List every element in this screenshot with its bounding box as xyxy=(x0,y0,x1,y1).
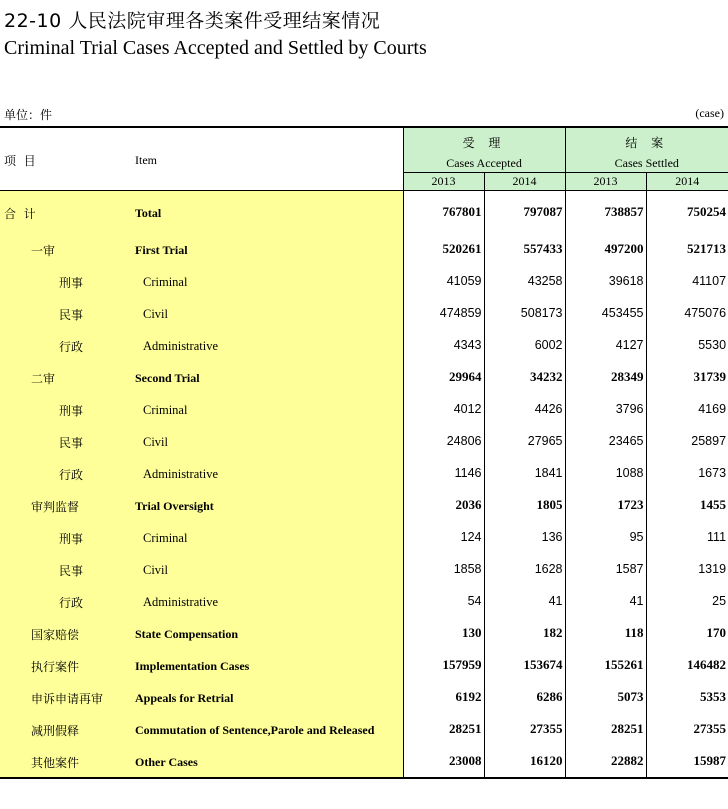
table-cell-value: 28349 xyxy=(565,361,646,393)
table-row xyxy=(0,393,728,425)
table-cell-value: 3796 xyxy=(565,393,646,425)
row-label-en: Civil xyxy=(143,563,169,577)
table-row xyxy=(0,233,728,265)
table-cell-value: 157959 xyxy=(403,649,484,681)
row-label-cn: 行政 xyxy=(59,596,84,610)
table-cell-value: 155261 xyxy=(565,649,646,681)
table-cell-value: 1805 xyxy=(484,489,565,521)
row-label-cn: 民事 xyxy=(59,308,84,322)
row-label-cn: 国家赔偿 xyxy=(31,628,80,642)
table-cell-value: 136 xyxy=(484,521,565,553)
header-year-settled-2013: 2013 xyxy=(565,173,646,191)
table-row xyxy=(0,745,728,778)
table-cell-value: 111 xyxy=(646,521,728,553)
row-label-en: Criminal xyxy=(143,403,188,417)
table-row xyxy=(0,553,728,585)
table-cell-value: 43258 xyxy=(484,265,565,297)
row-label-cell xyxy=(0,393,403,425)
row-label-en: Total xyxy=(135,206,162,220)
table-cell-value: 750254 xyxy=(646,191,728,234)
table-cell-value: 41107 xyxy=(646,265,728,297)
row-label-cn: 民事 xyxy=(59,436,84,450)
row-label-cn: 审判监督 xyxy=(31,500,80,514)
row-label-cell xyxy=(0,233,403,265)
row-label-cell xyxy=(0,617,403,649)
table-cell-value: 23008 xyxy=(403,745,484,778)
table-cell-value: 4169 xyxy=(646,393,728,425)
row-label-en: State Compensation xyxy=(135,627,239,641)
table-cell-value: 497200 xyxy=(565,233,646,265)
row-label-en: Civil xyxy=(143,435,169,449)
table-cell-value: 25 xyxy=(646,585,728,617)
table-cell-value: 170 xyxy=(646,617,728,649)
table-cell-value: 6192 xyxy=(403,681,484,713)
row-label-cn: 刑事 xyxy=(59,276,84,290)
table-cell-value: 1319 xyxy=(646,553,728,585)
table-cell-value: 520261 xyxy=(403,233,484,265)
row-label-en: Administrative xyxy=(143,467,218,481)
table-cell-value: 41 xyxy=(484,585,565,617)
table-row xyxy=(0,265,728,297)
table-cell-value: 54 xyxy=(403,585,484,617)
table-cell-value: 130 xyxy=(403,617,484,649)
row-label-en: Administrative xyxy=(143,339,218,353)
table-cell-value: 1628 xyxy=(484,553,565,585)
header-accepted-cn: 受 理 xyxy=(403,127,565,153)
row-label-en: First Trial xyxy=(135,243,188,257)
table-cell-value: 146482 xyxy=(646,649,728,681)
row-label-cn: 刑事 xyxy=(59,532,84,546)
table-cell-value: 738857 xyxy=(565,191,646,234)
table-cell-value: 39618 xyxy=(565,265,646,297)
row-label-cn: 行政 xyxy=(59,340,84,354)
header-item-en: Item xyxy=(135,153,157,167)
table-row xyxy=(0,329,728,361)
row-label-cell xyxy=(0,297,403,329)
table-cell-value: 41 xyxy=(565,585,646,617)
row-label-cn: 二审 xyxy=(31,372,56,386)
table-cell-value: 124 xyxy=(403,521,484,553)
table-cell-value: 474859 xyxy=(403,297,484,329)
table-row xyxy=(0,585,728,617)
header-year-accepted-2014: 2014 xyxy=(484,173,565,191)
row-label-en: Appeals for Retrial xyxy=(135,691,234,705)
table-cell-value: 2036 xyxy=(403,489,484,521)
row-label-cn: 减刑假释 xyxy=(31,724,80,738)
table-cell-value: 1088 xyxy=(565,457,646,489)
row-label-en: Criminal xyxy=(143,275,188,289)
table-row xyxy=(0,425,728,457)
table-cell-value: 453455 xyxy=(565,297,646,329)
row-label-cn: 合 计 xyxy=(4,207,36,221)
table-cell-value: 6286 xyxy=(484,681,565,713)
row-label-cell xyxy=(0,489,403,521)
table-cell-value: 31739 xyxy=(646,361,728,393)
table-cell-value: 1455 xyxy=(646,489,728,521)
row-label-cn: 执行案件 xyxy=(31,660,80,674)
table-row xyxy=(0,521,728,553)
page-title-en: Criminal Trial Cases Accepted and Settled by Courts xyxy=(4,37,427,59)
row-label-en: Trial Oversight xyxy=(135,499,214,513)
table-row xyxy=(0,489,728,521)
row-label-cell xyxy=(0,361,403,393)
table-cell-value: 5353 xyxy=(646,681,728,713)
row-label-cn: 刑事 xyxy=(59,404,84,418)
row-label-en: Second Trial xyxy=(135,371,200,385)
row-label-cell xyxy=(0,713,403,745)
header-settled-cn: 结 案 xyxy=(565,127,728,153)
unit-label-en: (case) xyxy=(695,106,724,120)
row-label-cell xyxy=(0,329,403,361)
table-cell-value: 1841 xyxy=(484,457,565,489)
row-label-cell xyxy=(0,425,403,457)
header-accepted-en: Cases Accepted xyxy=(403,153,565,172)
table-row xyxy=(0,297,728,329)
table-row xyxy=(0,617,728,649)
unit-label-cn: 单位：件 xyxy=(4,108,53,122)
table-body xyxy=(0,191,728,779)
table-cell-value: 5073 xyxy=(565,681,646,713)
table-cell-value: 521713 xyxy=(646,233,728,265)
table-cell-value: 153674 xyxy=(484,649,565,681)
row-label-cn: 其他案件 xyxy=(31,756,80,770)
table-cell-value: 118 xyxy=(565,617,646,649)
table-cell-value: 508173 xyxy=(484,297,565,329)
table-cell-value: 25897 xyxy=(646,425,728,457)
table-cell-value: 15987 xyxy=(646,745,728,778)
row-label-en: Administrative xyxy=(143,595,218,609)
row-label-cell xyxy=(0,745,403,778)
row-label-cell xyxy=(0,649,403,681)
table-cell-value: 4127 xyxy=(565,329,646,361)
header-settled-en: Cases Settled xyxy=(565,153,728,172)
table-cell-value: 16120 xyxy=(484,745,565,778)
row-label-en: Implementation Cases xyxy=(135,659,250,673)
table-cell-value: 6002 xyxy=(484,329,565,361)
table-row xyxy=(0,681,728,713)
row-label-cell xyxy=(0,585,403,617)
table-cell-value: 4343 xyxy=(403,329,484,361)
table-cell-value: 28251 xyxy=(403,713,484,745)
table-row xyxy=(0,191,728,234)
header-item-cn: 项 目 xyxy=(4,154,36,168)
row-label-cell xyxy=(0,681,403,713)
table-cell-value: 95 xyxy=(565,521,646,553)
table-cell-value: 22882 xyxy=(565,745,646,778)
table-cell-value: 1146 xyxy=(403,457,484,489)
row-label-cn: 民事 xyxy=(59,564,84,578)
row-label-cn: 行政 xyxy=(59,468,84,482)
row-label-cell xyxy=(0,553,403,585)
row-label-cell xyxy=(0,191,403,234)
table-cell-value: 29964 xyxy=(403,361,484,393)
table-cell-value: 27965 xyxy=(484,425,565,457)
table-cell-value: 34232 xyxy=(484,361,565,393)
row-label-cn: 一审 xyxy=(31,244,56,258)
row-label-cn: 申诉申请再审 xyxy=(31,692,104,706)
table-row xyxy=(0,713,728,745)
row-label-cell xyxy=(0,265,403,297)
table-cell-value: 1673 xyxy=(646,457,728,489)
table-cell-value: 27355 xyxy=(484,713,565,745)
table-cell-value: 557433 xyxy=(484,233,565,265)
table-row xyxy=(0,361,728,393)
header-item-cell xyxy=(0,127,403,191)
table-cell-value: 182 xyxy=(484,617,565,649)
table-cell-value: 28251 xyxy=(565,713,646,745)
table-cell-value: 41059 xyxy=(403,265,484,297)
table-row xyxy=(0,457,728,489)
row-label-cell xyxy=(0,521,403,553)
table-cell-value: 1858 xyxy=(403,553,484,585)
table-cell-value: 4426 xyxy=(484,393,565,425)
header-year-settled-2014: 2014 xyxy=(646,173,728,191)
table-cell-value: 797087 xyxy=(484,191,565,234)
page-title-cn: 22-10 人民法院审理各类案件受理结案情况 xyxy=(4,10,381,32)
table-cell-value: 4012 xyxy=(403,393,484,425)
cases-table xyxy=(0,126,728,779)
row-label-en: Other Cases xyxy=(135,755,198,769)
row-label-en: Criminal xyxy=(143,531,188,545)
table-cell-value: 1723 xyxy=(565,489,646,521)
table-cell-value: 475076 xyxy=(646,297,728,329)
row-label-en: Commutation of Sentence,Parole and Released xyxy=(135,723,375,737)
row-label-cell xyxy=(0,457,403,489)
table-cell-value: 24806 xyxy=(403,425,484,457)
table-cell-value: 5530 xyxy=(646,329,728,361)
table-cell-value: 23465 xyxy=(565,425,646,457)
row-label-en: Civil xyxy=(143,307,169,321)
table-cell-value: 1587 xyxy=(565,553,646,585)
table-cell-value: 27355 xyxy=(646,713,728,745)
header-year-accepted-2013: 2013 xyxy=(403,173,484,191)
table-row xyxy=(0,649,728,681)
table-cell-value: 767801 xyxy=(403,191,484,234)
